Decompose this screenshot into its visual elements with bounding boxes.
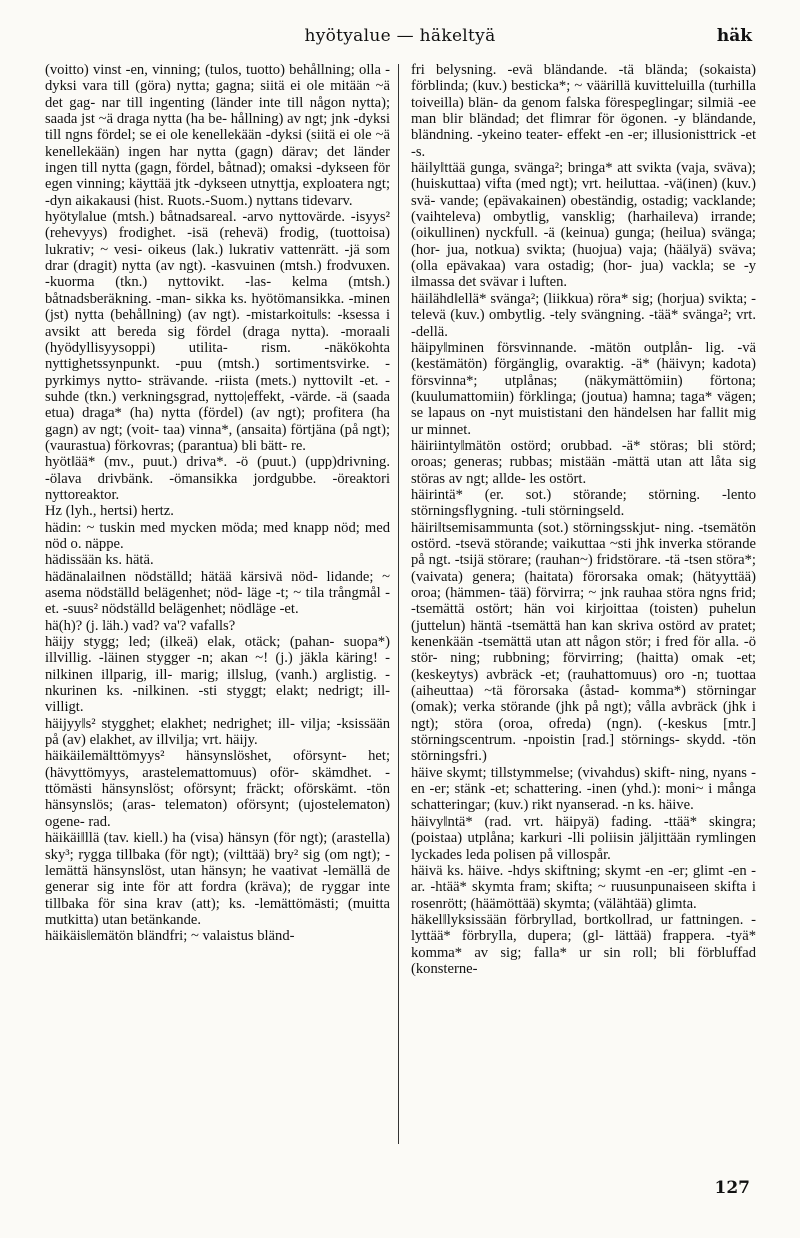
entry-paragraph: hyöt‖ää* (mv., puut.) driva*. -ö (puut.) (upp)drivning. -ölava drivbänk. -ömansikka jordgubbe. -öreaktori nyttoreaktor. (45, 454, 390, 503)
entry-paragraph: häily‖ttää gunga, svänga²; bringa* att svikta (vaja, sväva); (huiskuttaa) vifta (med ngt); vrt. heiluttaa. -vä(inen) (kuv.) svä- vande; (epävakainen) obeständig, ostadig; vacklande; (vaihteleva) ombytlig, vansklig; (harhaileva) irrande; (oikullinen) nyckfull. -ä (keinua) gunga; (heilua) svänga; (hor- jua, notkua) svikta; (huojua) vaja; (häälyä) sväva; (olla epävakaa) vara ostadig; (hor- jua) vackla; se -y ilmassa det svävar i luften. (411, 160, 756, 291)
entry-paragraph: häkel‖lyksissään förbryllad, bortkollrad, ur fattningen. -lyttää* förbrylla, dupera; (gl- lättää) frappera. -tyä* komma* av sig; falla* ur sin roll; bli förbluffad (konsterne- (411, 911, 756, 977)
entry-paragraph: häikäi‖llä (tav. kiell.) ha (visa) hänsyn (för ngt); (arastella) sky³; rygga tillbaka (för ngt); (vilttää) bry² sig (om ngt); -lemättä hänsynslöst, utan hänsyn; he vaativat -lemällä de generar sig inte för att fordra (kräva); de ryggar inte tillbaka för sina krav (att); ks. -lemättömästi; (muitta mutkitta) utan betänkande. (45, 830, 390, 928)
entry-paragraph: häijy stygg; led; (ilkeä) elak, otäck; (pahan- suopa*) illvillig. -läinen stygger -n; akan ~! (j.) jäkla käring! -nilkinen illparig, ill- marig; illslug, (vanh.) arglistig. -nkurinen ks. -nilkinen. -sti styggt; elakt; nedrigt; ill- villigt. (45, 634, 390, 716)
entry-paragraph: häivy‖ntä* (rad. vrt. häipyä) fading. -ttää* skingra; (poistaa) utplåna; karkuri -lli poliisin jäljittään rymlingen lyckades leda polisen på villospår. (411, 813, 756, 863)
running-title: hyötyalue — häkeltyä (304, 26, 496, 46)
entry-paragraph: häikäilemä‖ttömyys² hänsynslöshet, oförsynt- het; (hävyttömyys, arastelemattomuus) oför- skämdhet. -ttömästi hänsynslöst; oförsynt; fräckt; oförskämt. -tön hänsynslös; (aras- telematon) oförsynt; (ujostelematon) ogene- rad. (45, 748, 390, 830)
page-number: 127 (714, 1178, 750, 1198)
entry-paragraph: häilähd‖ellä* svänga²; (liikkua) röra* sig; (horjua) svikta; -televä (kuv.) ombytlig. -tely svängning. -tää* svänga²; vrt. -dellä. (411, 290, 756, 340)
entry-paragraph: (voitto) vinst -en, vinning; (tulos, tuotto) behållning; olla -dyksi vara till (göra) nytta; gagna; siitä ei ole mitään ~ä det gag- nar till ingenting (länder inte till någon nytta); saada jst ~ä draga nytta (ha be- hållning) av ngt; jnk -dyksi till ngns fördel; se ei ole kenellekään -dyksi (siitä ei ole ~ä kenellekään) ingen har nytta (gagn) därav; det länder ingen till nytta (gagn, fördel, båtnad); omaksi -dykseen för egen vinning; käyttää jtk -dykseen utnyttja, exploatera ngt; -dyn aikakausi (hist. Ruots.-Suom.) nyttans tidevarv. (45, 62, 390, 209)
entry-paragraph: häikäis‖emätön bländfri; ~ valaistus bländ- (45, 928, 295, 945)
entry-paragraph: häipy‖minen försvinnande. -mätön outplån- lig. -vä (kestämätön) förgänglig, ovaraktig. -ä* (häivyn; kadota) försvinna*; utplånas; (näkymättömiin) förtona; (kuulumattomiin) förklinga; (joutua) hamna; taga* vägen; se lapaus on -nyt muististani den händelsen har fallit mig ur minnet. (411, 339, 756, 438)
entry-paragraph: fri belysning. -evä bländande. -tä blända; (sokaista) förblinda; (kuv.) besticka*; ~ väärillä kuvitteluilla (turhilla toiveilla) blän- da genom falska förespeglingar; silmiä -ee man blir bländad; det flimrar för ögonen. -y bländande, bländning. -ykeino teater- effekt -en -er; illusionisttrick -et -s. (411, 62, 756, 160)
entry-paragraph: häirintä* (er. sot.) störande; störning. -lento störningsflygning. -tuli störningseld. (411, 486, 756, 520)
entry-paragraph: häivä ks. häive. -hdys skiftning; skymt -en -er; glimt -en -ar. -htää* skymta fram; skifta; ~ ruusunpunaiseen skifta i rosenrött; (häämöttää) skymta; (välähtää) glimta. (411, 862, 756, 912)
column-divider (398, 64, 399, 1144)
page-header (0, 18, 800, 52)
left-column (45, 62, 390, 1152)
entry-paragraph: hä(h)? (j. läh.) vad? va'? vafalls? (45, 617, 236, 634)
guide-word: häk (716, 26, 752, 46)
entry-paragraph: häiri‖tsemisammunta (sot.) störningsskjut- ning. -tsemätön ostörd. -tsevä störande; vaikuttaa ~sti jhk inverka störande på ngt. -tsijä störare; (rauhan~) fridstörare. -tä -tsen störa*; (vaivata) genera; (haitata) förorsaka omak; (hätyyttää) oroa; (hämmen- tää) förvirra; ~ jnk rauhaa störa ngns frid; -tsemättä ostört; hän voi kirjoittaa (toisten) puhelun (juttelun) häntä -tsemättä han kan skriva ostörd av pratet; kenenkään -tsemättä utan att någon stör; i fred för alla. -ö stör- ning; rubbning; förvirring; (haitta) omak -et; (keskeytys) avbräck -et; (rauhattomuus) oro -n; tuottaa (aiheuttaa) ~tä förorsaka (åstad- komma*) störningar (omak); verka störande (jhk på ngt); vålla avbräck (jhk i ngt); störa (oroa, ofreda) (ngn). (-keskus [mtr.] störningscentrum. -npoistin [rad.] störnings- skydd. -tön störningsfri.) (411, 519, 756, 765)
entry-paragraph: hädissään ks. hätä. (45, 552, 154, 569)
entry-paragraph: häive skymt; tillstymmelse; (vivahdus) skift- ning, nyans -en -er; stänk -et; schattering. -inen (yhd.): moni~ i många schatteringar; (kuv.) rikt nyanserad. -n ks. häive. (411, 764, 756, 814)
entry-paragraph: Hz (lyh., hertsi) hertz. (45, 503, 174, 520)
entry-paragraph: häiriinty‖mätön ostörd; orubbad. -ä* störas; bli störd; oroas; generas; rubbas; mistään -mättä utan att låta sig störas av ngt; allde- les ostört. (411, 437, 756, 487)
entry-paragraph: hyöty‖alue (mtsh.) båtnadsareal. -arvo nyttovärde. -isyys² (rehevyys) frodighet. -isä (rehevä) frodig, (tuottoisa) lukrativ; ~ vesi- oikeus (lak.) lukrativ vattenrätt. -jä som drar (dragit) nytta (av ngt). -kasvuinen (mtsh.) frodvuxen. -kuorma (tkn.) nyttovikt. -las- kelma (mtsh.) båtnadsberäkning. -man- sikka ks. hyötömansikka. -minen (jst) nytta (behållning) (av ngt). -mistarkoitu‖s: -ksessa i avsikt att bereda sig fördel (draga nytta). -moraali (hyödyllisyysoppi) utilita- rism. -näkökohta nyttighetssynpunkt. -puu (mtsh.) sortimentsvirke. -pyrkimys nytto- strävande. -riista (mets.) nyttovilt -et. -suhde (tkn.) verkningsgrad, nytto|effekt, -värde. -ä (saada etua) draga* (ha) nytta (fördel) (av ngt); profitera (ha gagn) av ngt; (voit- taa) vinna*, (ansaita) förtjäna (på ngt); (vaurastua) förkovras; (parantua) bli bätt- re. (45, 209, 390, 454)
entry-paragraph: hädänalai‖nen nödställd; hätää kärsivä nöd- lidande; ~ asema nödställd belägenhet; nöd- läge -t; ~ tila trångmål -et. -suus² nödställd belägenhet; nödläge -et. (45, 568, 390, 618)
entry-paragraph: häijyy‖s² stygghet; elakhet; nedrighet; ill- vilja; -ksissään på (av) elakhet, av illvilja; vrt. häijy. (45, 715, 390, 749)
entry-paragraph: hädin: ~ tuskin med mycken möda; med knapp nöd; med nöd o. näppe. (45, 519, 390, 552)
right-column (411, 62, 756, 1152)
